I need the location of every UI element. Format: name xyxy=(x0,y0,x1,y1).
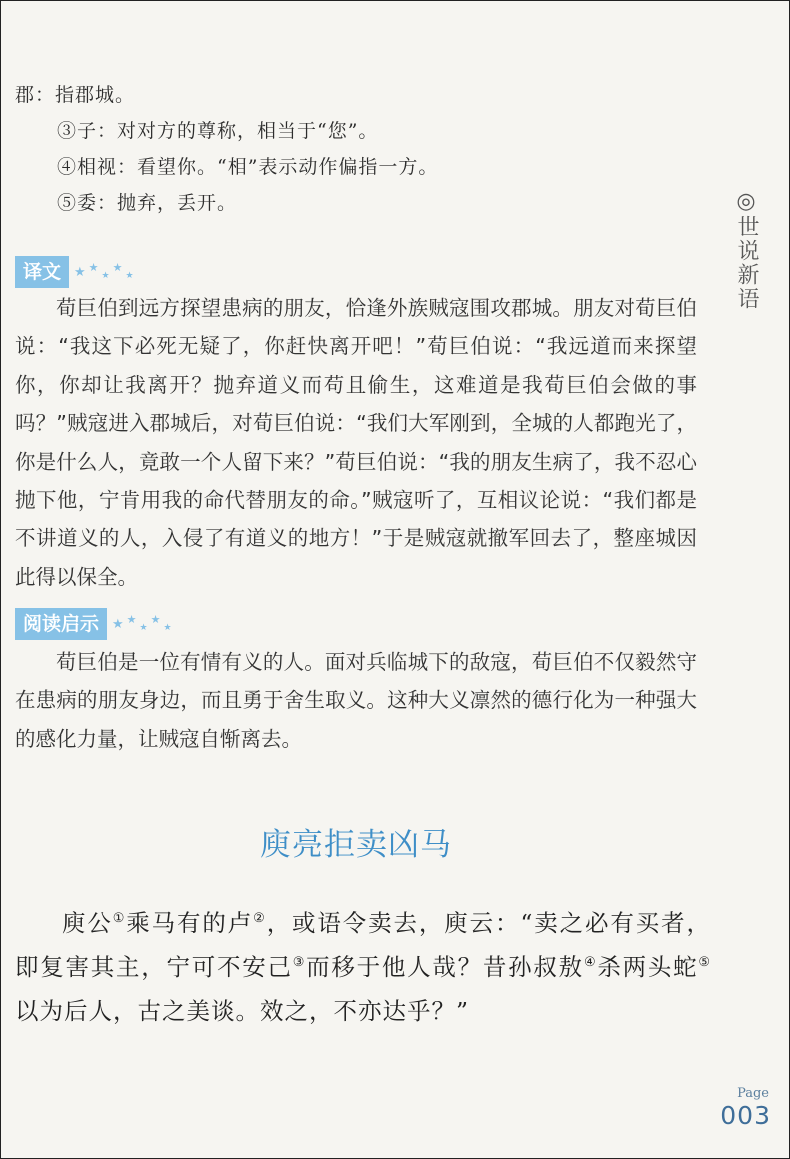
story-text-segment: 以为后人，古之美谈。效之，不亦达乎？” xyxy=(15,997,470,1025)
story-text-segment: 杀两头蛇 xyxy=(597,953,699,981)
story-text-segment: 而移于他人哉？昔孙叔敖 xyxy=(306,953,584,981)
page-number: 003 xyxy=(720,1101,771,1130)
footnote-marker: ① xyxy=(112,911,127,927)
insight-paragraph xyxy=(15,643,697,758)
book-title-vertical: 世说新语 xyxy=(734,215,759,311)
translation-text: 荀巨伯到远方探望患病的朋友，恰逢外族贼寇围攻郡城。朋友对荀巨伯说：“我这下必死无疑了，你赶快离开吧！”荀巨伯说：“我远道而来探望你，你却让我离开？抛弃道义而苟且偷生，这难道是我荀巨伯会做的事吗？”贼寇进入郡城后，对荀巨伯说：“我们大军刚到，全城的人都跑光了，你是什么人，竟敢一个人留下来？”荀巨伯说：“我的朋友生病了，我不忍心抛下他，宁肯用我的命代替朋友的命。”贼寇听了，互相议论说：“我们都是不讲道义的人，入侵了有道义的地方！”于是贼寇就撤军回去了，整座城因此得以保全。 xyxy=(15,296,697,589)
footnote-line: 郡：指郡城。 xyxy=(15,84,136,106)
footnotes xyxy=(15,77,438,221)
footnote-marker: ③ xyxy=(292,955,307,971)
footnote-line: ④相视：看望你。“相”表示动作偏指一方。 xyxy=(57,156,439,178)
translation-label xyxy=(15,256,134,288)
footnote-marker: ② xyxy=(253,911,267,927)
footnote-line: ⑤委：抛弃，丢开。 xyxy=(57,192,238,214)
insight-text: 荀巨伯是一位有情有义的人。面对兵临城下的敌寇，荀巨伯不仅毅然守在患病的朋友身边，而且勇于舍生取义。这种大义凛然的德行化为一种强大的感化力量，让贼寇自惭离去。 xyxy=(15,650,697,751)
footnote-line: ③子：对对方的尊称，相当于“您”。 xyxy=(57,120,379,142)
bullseye-icon: ◎ xyxy=(736,189,756,214)
story-title: 庾亮拒卖凶马 xyxy=(260,827,452,863)
star-decoration-icon: ★ ★ ★ ★ ★ xyxy=(112,612,172,633)
story-text-segment: 庾公 xyxy=(62,909,113,937)
footnote-marker: ④ xyxy=(583,955,598,971)
insight-label xyxy=(15,608,172,640)
side-section-tab xyxy=(731,189,761,311)
translation-paragraph xyxy=(15,289,697,596)
story-text-segment: ，或语令卖去，庾云：“卖之必有买者，即复害其主，宁可不安己 xyxy=(15,909,712,981)
insight-label-text: 阅读启示 xyxy=(15,608,107,640)
translation-label-text: 译文 xyxy=(15,256,69,288)
story-paragraph xyxy=(15,901,711,1033)
story-text-segment: 乘马有的卢 xyxy=(126,909,254,937)
footnote-marker: ⑤ xyxy=(698,955,712,971)
story-body xyxy=(15,901,711,1033)
star-decoration-icon: ★ ★ ★ ★ ★ xyxy=(74,260,134,281)
page-label: Page xyxy=(737,1086,769,1101)
